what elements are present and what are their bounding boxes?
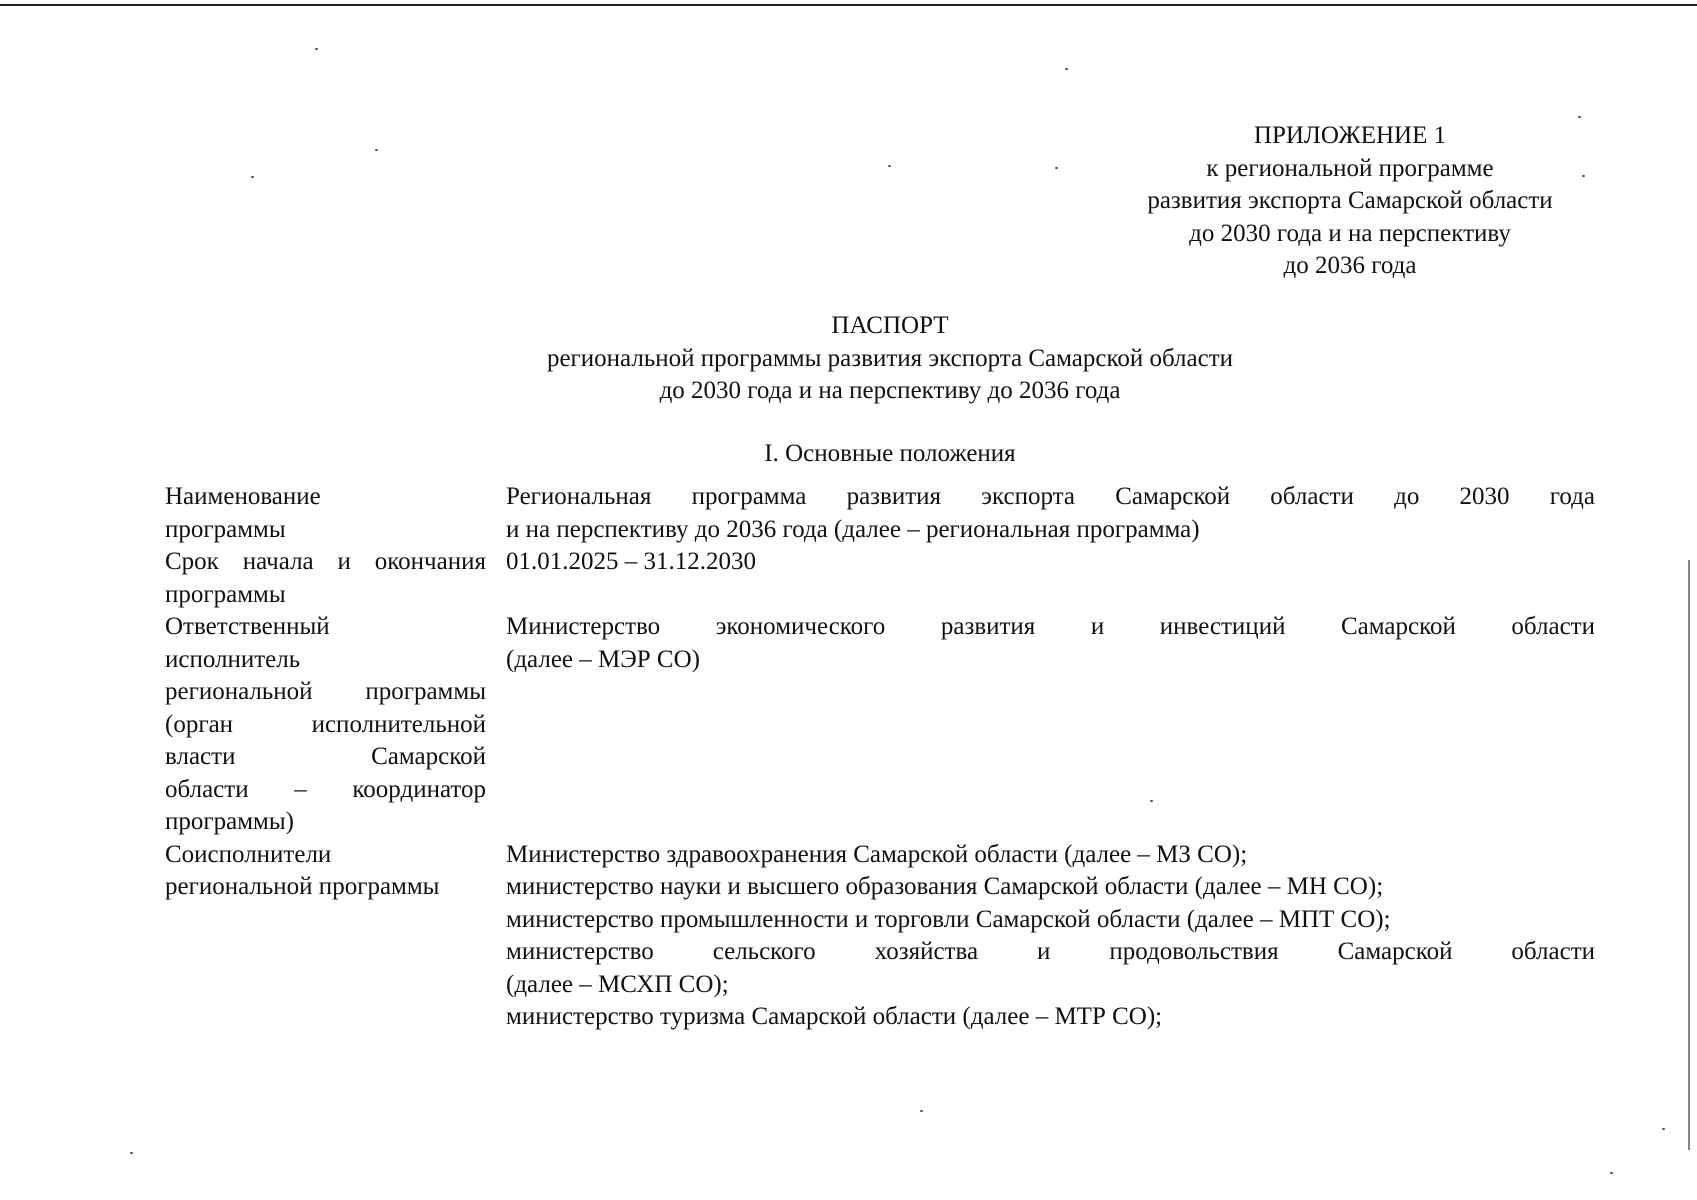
row-label: [165, 546, 486, 611]
label-line: региональной программы: [165, 873, 440, 900]
scan-speck: [1578, 116, 1581, 118]
scan-speck: [1150, 800, 1153, 802]
passport-table: [165, 481, 1595, 1034]
label-line: региональной программы: [165, 678, 486, 705]
value-line: (далее – МЭР СО): [506, 645, 700, 673]
scan-speck: [920, 1110, 923, 1112]
value-line: министерство сельского хозяйства и продовольствия Самарской области: [506, 938, 1595, 965]
value-line: министерство науки и высшего образования Самарской области (далее – МН СО);: [506, 873, 1384, 900]
appendix-line: до 2036 года: [1283, 252, 1417, 279]
value-line: (далее – МСХП СО);: [506, 970, 729, 998]
appendix-line: до 2030 года и на перспективу: [1189, 219, 1511, 247]
label-line: (орган исполнительной: [165, 710, 486, 738]
page-top-border: [0, 4, 1697, 6]
section-heading: I. Основные положения: [764, 440, 1016, 467]
scan-speck: [1610, 1172, 1613, 1174]
table-row: [165, 481, 1595, 546]
scan-speck: [130, 1152, 133, 1154]
row-label: [165, 839, 486, 1034]
label-line: Срок начала и окончания: [165, 548, 486, 575]
table-row: [165, 546, 1595, 611]
label-line: Наименование: [165, 483, 321, 510]
table-row: [165, 611, 1595, 839]
value-line: Региональная программа развития экспорта Самарской области до 2030 года: [506, 483, 1595, 510]
scan-speck: [375, 149, 378, 151]
value-line: Министерство экономического развития и инвестиций Самарской области: [506, 613, 1595, 640]
scan-speck: [1582, 175, 1585, 177]
row-label: [165, 611, 486, 839]
title-line: до 2030 года и на перспективу до 2036 года: [659, 377, 1121, 404]
label-line: Ответственный: [165, 613, 330, 640]
scan-speck: [888, 165, 891, 167]
label-line: программы): [165, 808, 294, 835]
value-line: Министерство здравоохранения Самарской области (далее – МЗ СО);: [506, 840, 1248, 868]
scan-speck: [1055, 167, 1058, 169]
label-line: Соисполнители: [165, 840, 332, 868]
appendix-line: к региональной программе: [1206, 154, 1494, 182]
row-value: [506, 546, 1595, 611]
label-line: исполнитель: [165, 645, 301, 673]
document-title: [390, 310, 1390, 408]
row-value: [506, 481, 1595, 546]
title-line: региональной программы развития экспорта Самарской области: [546, 344, 1234, 372]
row-value: [506, 839, 1595, 1034]
value-line: 01.01.2025 – 31.12.2030: [506, 548, 756, 575]
title-heading: ПАСПОРТ: [831, 312, 949, 339]
appendix-header: [1100, 120, 1600, 283]
value-line: министерство туризма Самарской области (далее – МТР СО);: [506, 1003, 1163, 1030]
row-label: [165, 481, 486, 546]
scan-speck: [251, 176, 254, 178]
label-line: программы: [165, 515, 286, 543]
page-right-border: [1688, 560, 1690, 1150]
appendix-line: развития экспорта Самарской области: [1147, 187, 1553, 214]
label-line: власти Самарской: [165, 743, 486, 770]
appendix-number: ПРИЛОЖЕНИЕ 1: [1253, 122, 1447, 149]
value-line: и на перспективу до 2036 года (далее – региональная программа): [506, 515, 1200, 543]
table-row: [165, 839, 1595, 1034]
label-line: области – координатор: [165, 775, 486, 803]
label-line: программы: [165, 580, 286, 608]
value-line: министерство промышленности и торговли Самарской области (далее – МПТ СО);: [506, 905, 1391, 933]
row-value: [506, 611, 1595, 839]
scan-speck: [1065, 68, 1068, 70]
scan-speck: [315, 48, 318, 50]
scan-speck: [1662, 1128, 1665, 1130]
